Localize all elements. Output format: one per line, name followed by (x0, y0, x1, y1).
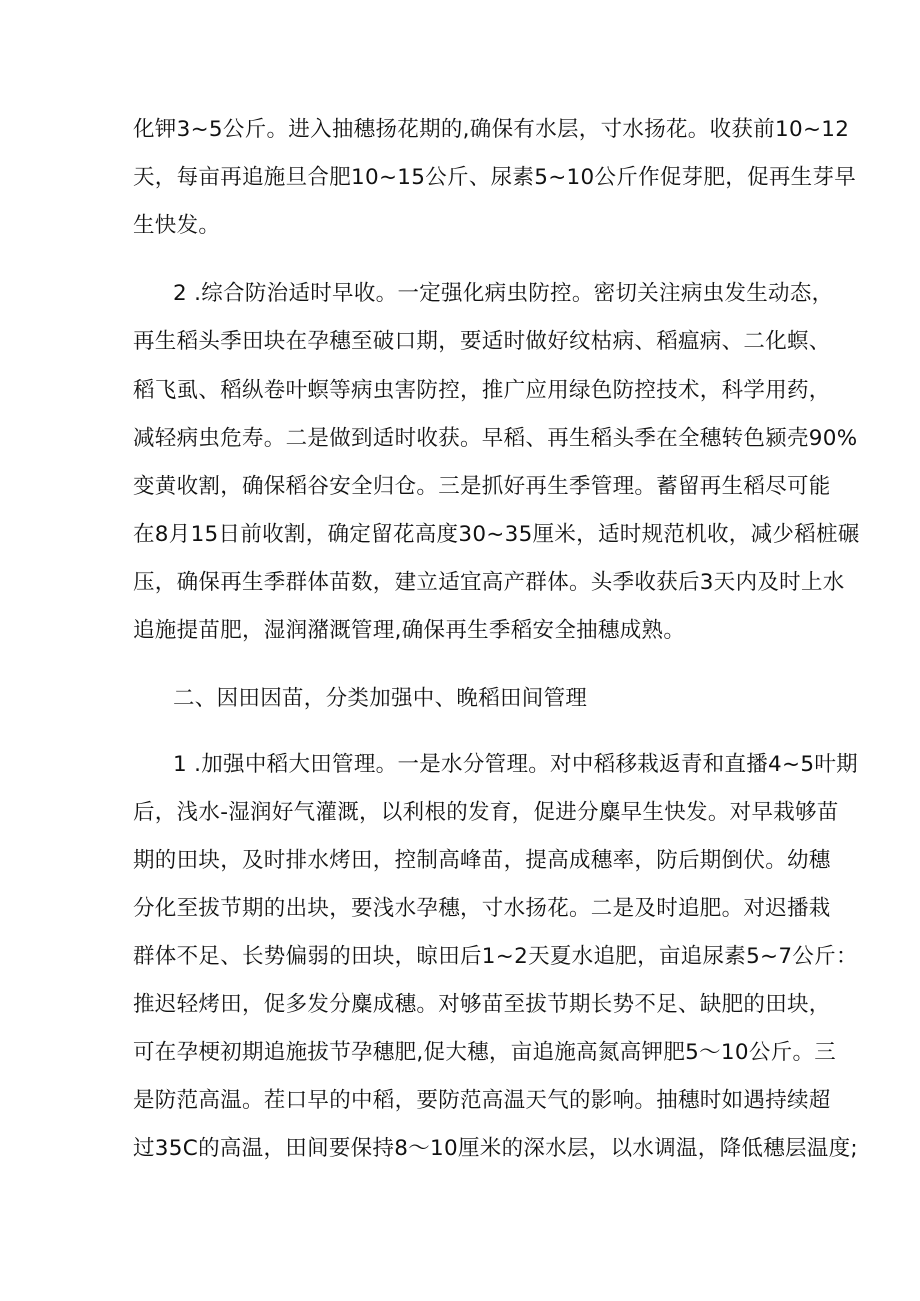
text-line: 在8月15日前收割，确定留花高度30~35厘米，适时规范机收，减少稻桩碾 (133, 522, 860, 547)
text-line: 天，每亩再追施旦合肥10~15公斤、尿素5~10公斤作促芽肥，促再生芽早 (133, 165, 857, 190)
text-line: 过35C的高温，田间要保持8～10厘米的深水层，以水调温，降低穗层温度; (133, 1136, 858, 1161)
text-line: 期的田块，及时排水烤田，控制高峰苗，提高成穗率，防后期倒伏。幼穗 (133, 848, 831, 873)
text-line: 后，浅水-湿润好气灌溉，以利根的发育，促进分麋早生快发。对早栽够苗 (133, 800, 839, 825)
text-line: 是防范高温。茬口早的中稻，要防范高温天气的影响。抽穗时如遇持续超 (133, 1088, 831, 1113)
text-line: 生快发。 (133, 213, 221, 238)
text-line: 1 .加强中稻大田管理。一是水分管理。对中稻移栽返青和直播4~5叶期 (173, 752, 858, 777)
text-line: 再生稻头季田块在孕穗至破口期，要适时做好纹枯病、稻瘟病、二化螟、 (133, 329, 831, 354)
text-line: 可在孕梗初期追施拔节孕穗肥,促大穗，亩追施高氮高钾肥5～10公斤。三 (133, 1040, 837, 1065)
text-line: 分化至拔节期的出块，要浅水孕穗，寸水扬花。二是及时追肥。对迟播栽 (133, 896, 831, 921)
text-line: 群体不足、长势偏弱的田块，晾田后1~2天夏水追肥，亩追尿素5~7公斤： (133, 944, 858, 969)
text-line: 稻飞虱、稻纵卷叶螟等病虫害防控，推广应用绿色防控技术，科学用药， (133, 378, 831, 403)
text-line: 变黄收割，确保稻谷安全归仓。三是抓好再生季管理。蓄留再生稻尽可能 (133, 474, 831, 499)
section-heading: 二、因田因苗，分类加强中、晚稻田间管理 (173, 686, 588, 711)
text-line: 压，确保再生季群体苗数，建立适宜高产群体。头季收获后3天内及时上水 (133, 570, 845, 595)
text-line: 2 .综合防治适时早收。一定强化病虫防控。密切关注病虫发生动态， (173, 281, 834, 306)
text-line: 化钾3~5公斤。进入抽穗扬花期的,确保有水层，寸水扬花。收获前10~12 (133, 117, 850, 142)
text-line: 追施提苗肥，湿润潴溉管理,确保再生季稻安全抽穗成熟。 (133, 618, 686, 643)
text-line: 减轻病虫危寿。二是做到适时收获。早稻、再生稻头季在全穗转色颍壳90% (133, 426, 858, 451)
text-line: 推迟轻烤田，促多发分麋成穗。对够苗至拔节期长势不足、缺肥的田块， (133, 992, 831, 1017)
